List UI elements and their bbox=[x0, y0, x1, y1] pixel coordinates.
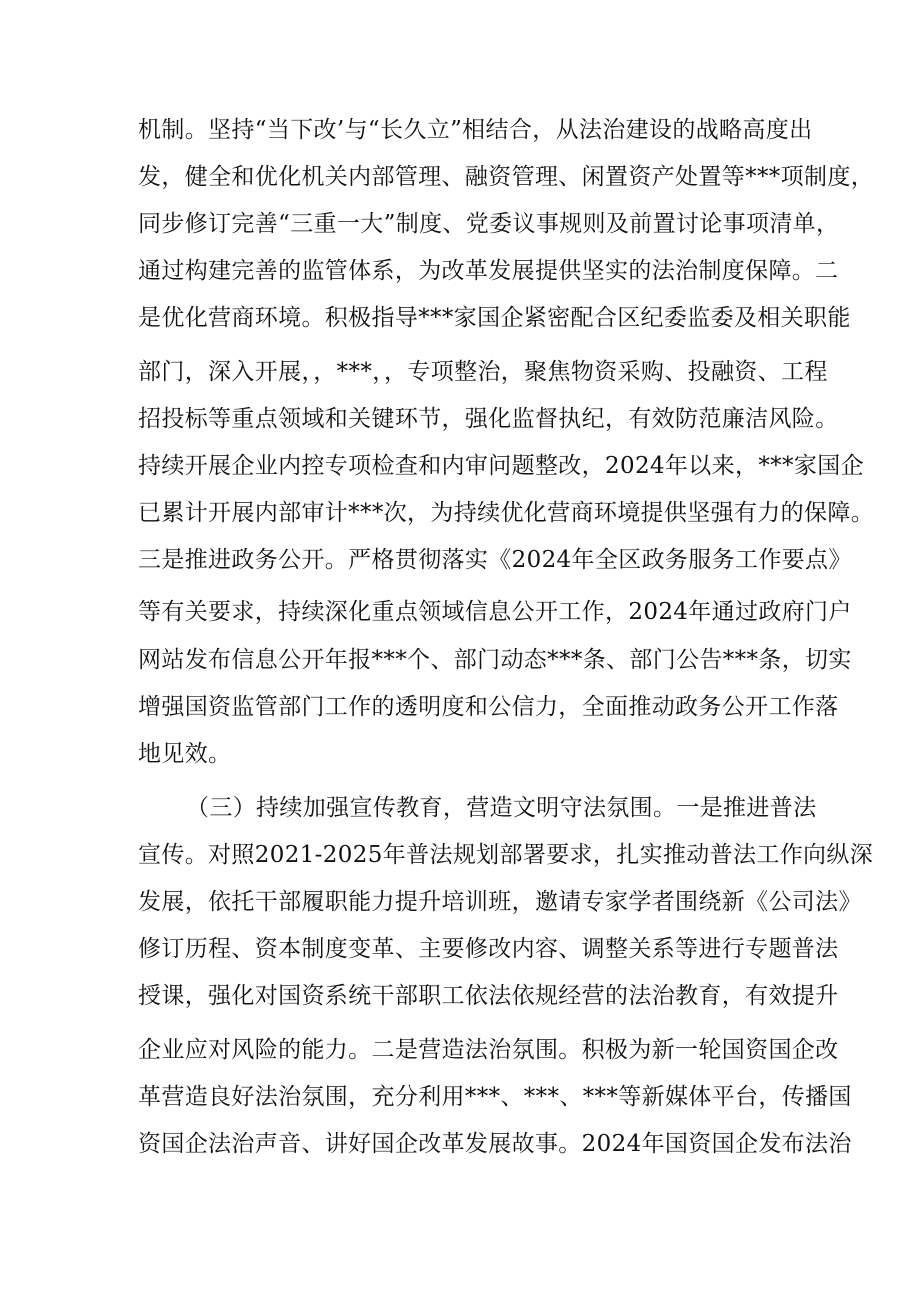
paragraph-line-5: 是优化营商环境。积极指导***家国企紧密配合区纪委监委及相关职能 bbox=[138, 305, 851, 331]
paragraph-line-21: 革营造良好法治氛围，充分利用***、***、***等新媒体平台，传播国 bbox=[138, 1084, 852, 1110]
section-heading-line: （三）持续加强宣传教育，营造文明守法氛围。一是推进普法 bbox=[186, 795, 817, 821]
paragraph-line-1: 机制。坚持“当下改’与“长久立”相结合，从法治建设的战略高度出 bbox=[138, 117, 813, 143]
paragraph-line-13: 增强国资监管部门工作的透明度和公信力，全面推动政务公开工作落 bbox=[138, 694, 839, 720]
paragraph-line-19: 授课，强化对国资系统干部职工依法依规经营的法治教育，有效提升 bbox=[138, 983, 839, 1009]
paragraph-line-2: 发，健全和优化机关内部管理、融资管理、闲置资产处置等***项制度， bbox=[138, 164, 875, 190]
paragraph-line-18: 修订历程、资本制度变革、主要修改内容、调整关系等进行专题普法 bbox=[138, 936, 839, 962]
paragraph-line-12: 网站发布信息公开年报***个、部门动态***条、部门公告***条，切实 bbox=[138, 647, 852, 673]
paragraph-line-3: 同步修订完善“三重一大”制度、党委议事规则及前置讨论事项清单， bbox=[138, 211, 840, 237]
paragraph-line-4: 通过构建完善的监管体系，为改革发展提供坚实的法治制度保障。二 bbox=[138, 258, 839, 284]
paragraph-line-7: 招投标等重点领域和关键环节，强化监督执纪，有效防范廉洁风险。 bbox=[138, 406, 839, 432]
paragraph-line-20: 企业应对风险的能力。二是营造法治氛围。积极为新一轮国资国企改 bbox=[138, 1037, 839, 1063]
paragraph-line-10: 三是推进政务公开。严格贯彻落实《2024年全区政务服务工作要点》 bbox=[138, 547, 852, 573]
paragraph-line-11: 等有关要求，持续深化重点领域信息公开工作，2024年通过政府门户 bbox=[138, 599, 852, 625]
paragraph-line-9: 已累计开展内部审计***次，为持续优化营商环境提供坚强有力的保障。 bbox=[138, 500, 875, 526]
paragraph-line-17: 发展，依托干部履职能力提升培训班，邀请专家学者围绕新《公司法》 bbox=[138, 889, 862, 915]
paragraph-line-6: 部门，深入开展，，***，，专项整治，聚焦物资采购、投融资、工程 bbox=[138, 359, 828, 385]
paragraph-line-8: 持续开展企业内控专项检查和内审问题整改，2024年以来，***家国企 bbox=[138, 453, 864, 479]
paragraph-line-16: 宣传。对照2021-2025年普法规划部署要求，扎实推动普法工作向纵深 bbox=[138, 842, 874, 868]
paragraph-line-22: 资国企法治声音、讲好国企改革发展故事。2024年国资国企发布法治 bbox=[138, 1131, 852, 1157]
paragraph-line-14: 地见效。 bbox=[138, 741, 232, 767]
